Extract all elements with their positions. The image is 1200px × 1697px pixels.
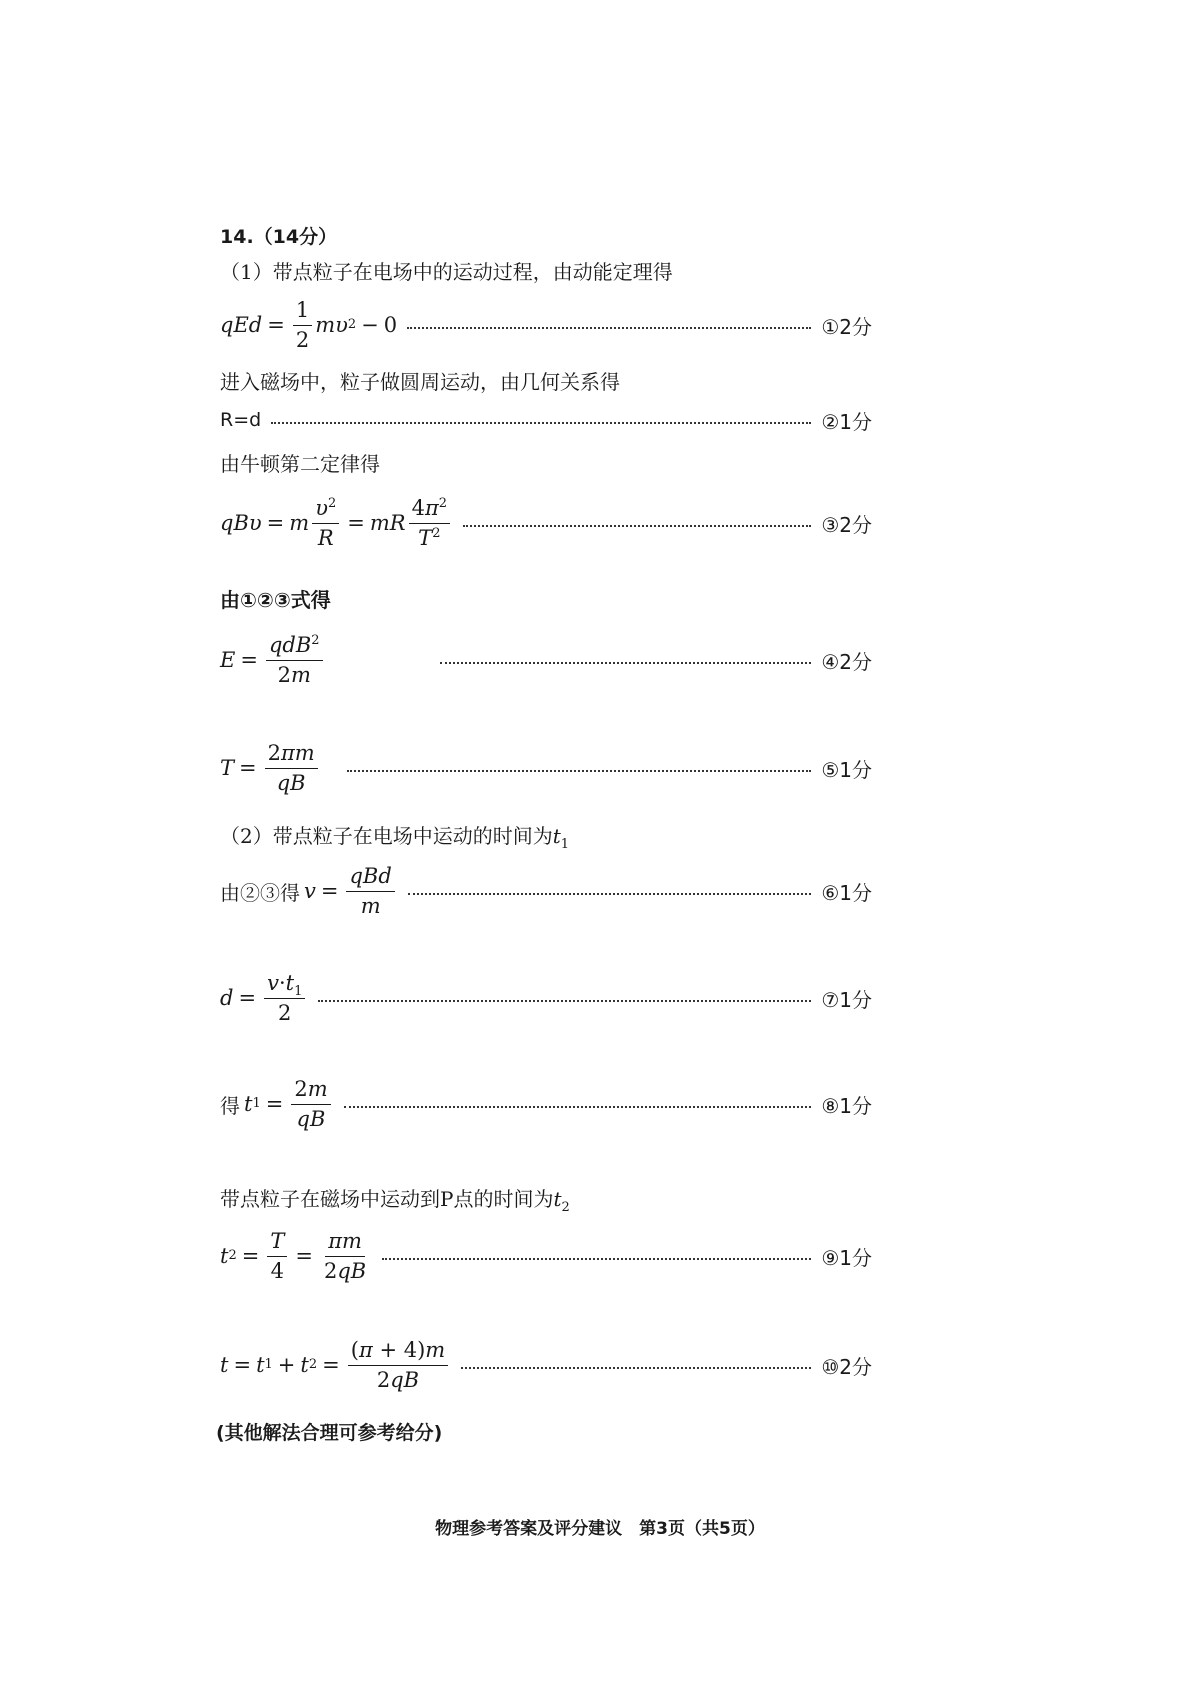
grading-note: (其他解法合理可参考给分) <box>216 1422 443 1444</box>
equation-2 <box>220 402 872 438</box>
equation-7 <box>220 964 872 1032</box>
equation-2-formula: R=d <box>220 409 262 431</box>
line-t2: 带点粒子在磁场中运动到P点的时间为$t_2$ <box>220 1187 570 1215</box>
equation-8-formula: 得 t 1 = $\frac{2m}{qB}$ <box>220 1077 334 1130</box>
equation-3-formula: qBυ = m $\frac{\upsilon^2}{R}$ = mR $\frac{4\pi^2}{T^2}$ <box>220 496 453 549</box>
line-combine: 由①②③式得 <box>220 588 331 612</box>
equation-8 <box>220 1070 872 1138</box>
page-footer: 物理参考答案及评分建议 第3页（共5页） <box>435 1519 765 1539</box>
line-newton: 由牛顿第二定律得 <box>220 452 380 476</box>
leader-dots <box>382 1258 811 1260</box>
equation-9-formula: t 2 = $\frac{T}{4}$ = $\frac{\pi m}{2qB}$ <box>220 1229 367 1283</box>
score-7: ⑦1分 <box>821 987 872 1012</box>
equation-10-formula: t = t 1 + t 2 = $\frac{(\pi + 4)m}{2qB}$ <box>220 1338 451 1391</box>
equation-7-formula: d = $\frac{v\cdot t_1}{2}$ <box>220 971 308 1024</box>
equation-4-formula: E = $\frac{qdB^2}{2m}$ <box>220 633 380 686</box>
score-1: ①2分 <box>821 314 872 339</box>
line-geometry: 进入磁场中，粒子做圆周运动，由几何关系得 <box>220 370 620 394</box>
leader-dots <box>271 422 811 424</box>
score-3: ③2分 <box>821 512 872 537</box>
question-title: 14.（14分） <box>220 226 338 248</box>
score-9: ⑨1分 <box>821 1245 872 1270</box>
score-6: ⑥1分 <box>821 880 872 905</box>
equation-5 <box>220 734 872 802</box>
part1-intro: （1）带点粒子在电场中的运动过程，由动能定理得 <box>220 260 673 284</box>
leader-dots <box>407 327 811 329</box>
equation-4 <box>220 626 872 694</box>
score-8: ⑧1分 <box>821 1093 872 1118</box>
equation-1-formula: qEd = $\frac{1}{2}$ mυ 2 − 0 <box>220 298 398 352</box>
equation-6 <box>220 856 872 926</box>
leader-dots <box>408 893 812 895</box>
score-5: ⑤1分 <box>821 757 872 782</box>
score-2: ②1分 <box>821 409 872 434</box>
equation-5-formula: T = $\frac{2\pi m}{qB}$ <box>220 741 321 794</box>
equation-1 <box>220 297 872 353</box>
equation-9 <box>220 1222 872 1290</box>
part2-intro: （2）带点粒子在电场中运动的时间为$t_1$ <box>220 824 570 852</box>
leader-dots <box>463 525 811 527</box>
equation-10 <box>220 1330 872 1400</box>
leader-dots <box>318 1000 811 1002</box>
score-10: ⑩2分 <box>821 1354 872 1379</box>
equation-6-formula: 由②③得 v = $\frac{\text{qBd}}{m}$ <box>220 864 398 917</box>
leader-dots <box>344 1106 812 1108</box>
leader-dots <box>440 662 811 664</box>
score-4: ④2分 <box>821 649 872 674</box>
equation-3 <box>220 488 872 558</box>
leader-dots <box>461 1367 811 1369</box>
leader-dots <box>347 770 812 772</box>
